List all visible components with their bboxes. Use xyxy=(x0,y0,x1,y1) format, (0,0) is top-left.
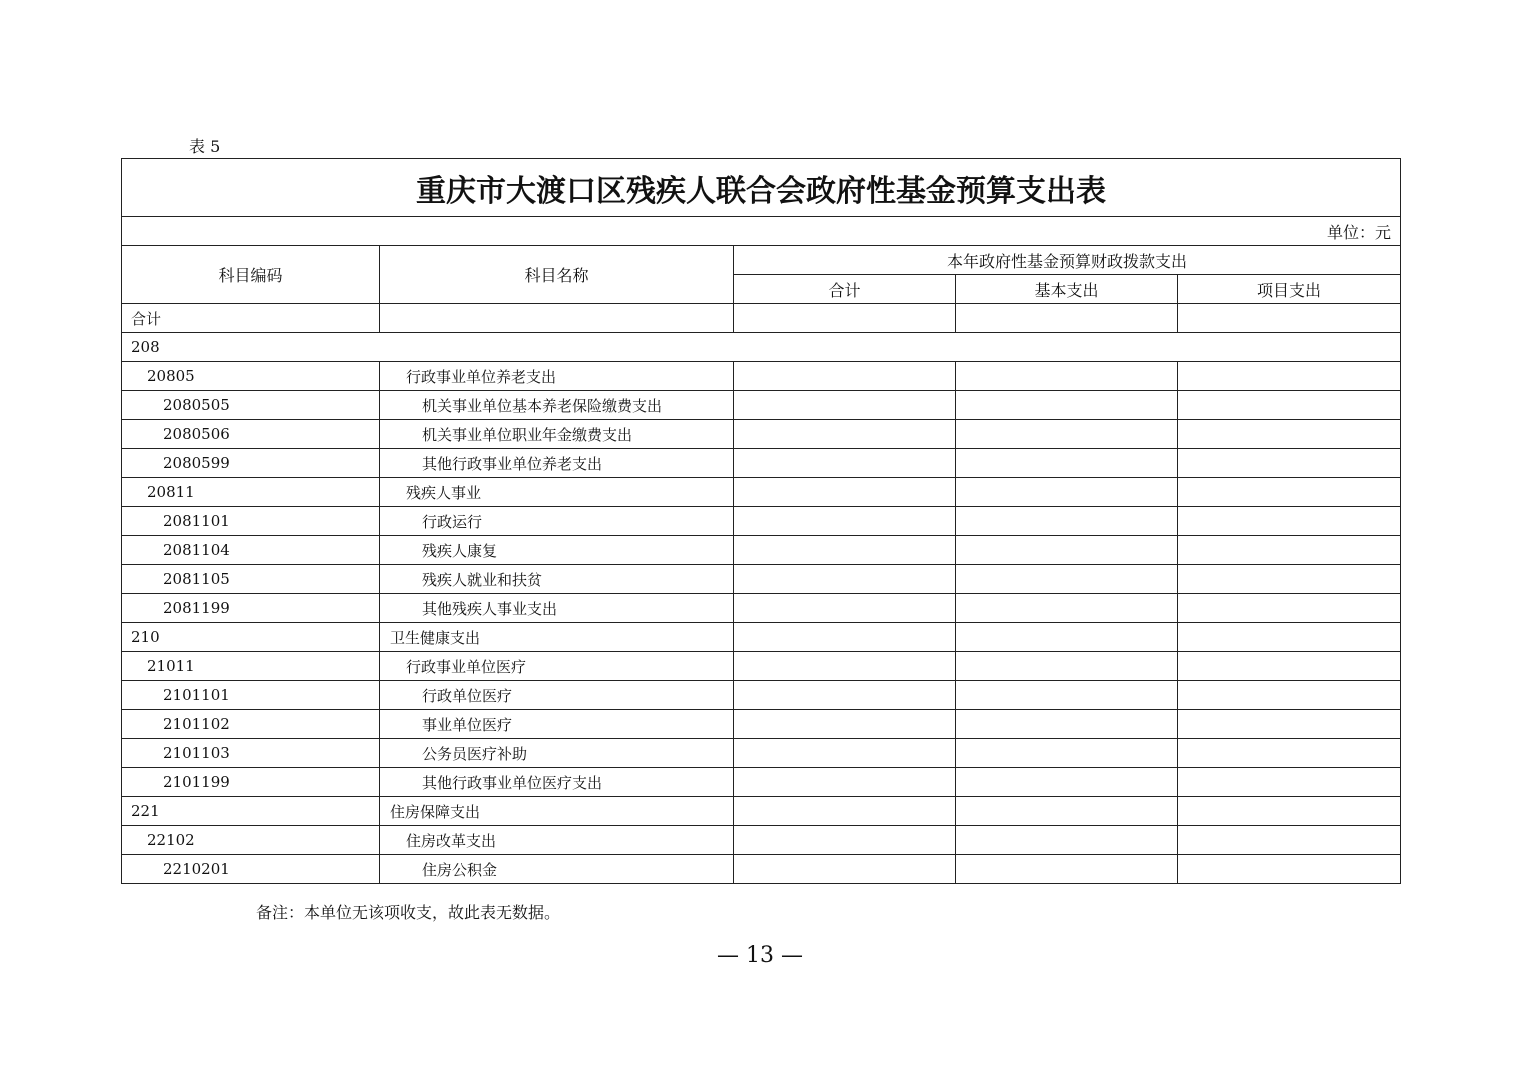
cell-empty xyxy=(1178,826,1401,855)
table-row xyxy=(122,565,1401,594)
row-code: 2080599 xyxy=(122,449,380,478)
cell-empty xyxy=(956,391,1178,420)
total-row-label: 合计 xyxy=(122,304,380,333)
total-row xyxy=(122,304,1401,333)
cell-empty xyxy=(1178,768,1401,797)
row-name: 残疾人康复 xyxy=(380,536,734,565)
row-code: 20805 xyxy=(122,362,380,391)
cell-empty xyxy=(956,507,1178,536)
table-row xyxy=(122,449,1401,478)
unit-label: 单位：元 xyxy=(122,217,1401,246)
table-row xyxy=(122,536,1401,565)
header-basic: 基本支出 xyxy=(956,275,1178,304)
row-code: 2210201 xyxy=(122,855,380,884)
row-name: 残疾人事业 xyxy=(380,478,734,507)
row-code: 2101199 xyxy=(122,768,380,797)
cell-empty xyxy=(956,420,1178,449)
row-name: 卫生健康支出 xyxy=(380,623,734,652)
table-title: 重庆市大渡口区残疾人联合会政府性基金预算支出表 xyxy=(122,159,1401,217)
row-name: 行政运行 xyxy=(380,507,734,536)
table-row xyxy=(122,681,1401,710)
cell-empty xyxy=(734,681,956,710)
cell-empty xyxy=(734,739,956,768)
row-name: 事业单位医疗 xyxy=(380,710,734,739)
cell-empty xyxy=(1178,594,1401,623)
table-row xyxy=(122,739,1401,768)
cell-empty xyxy=(734,826,956,855)
table-row xyxy=(122,507,1401,536)
row-name: 其他残疾人事业支出 xyxy=(380,594,734,623)
cell-empty xyxy=(1178,797,1401,826)
table-row xyxy=(122,768,1401,797)
cell-empty xyxy=(956,449,1178,478)
header-total: 合计 xyxy=(734,275,956,304)
row-name: 公务员医疗补助 xyxy=(380,739,734,768)
unit-row xyxy=(122,217,1401,246)
cell-empty xyxy=(1178,391,1401,420)
table-row xyxy=(122,623,1401,652)
table-label: 表 5 xyxy=(189,137,221,156)
cell-empty xyxy=(956,565,1178,594)
cell-empty xyxy=(956,826,1178,855)
row-code: 2101101 xyxy=(122,681,380,710)
cell-empty xyxy=(1178,536,1401,565)
cell-empty xyxy=(734,710,956,739)
row-code: 2081101 xyxy=(122,507,380,536)
cell-empty xyxy=(956,855,1178,884)
cell-empty xyxy=(956,536,1178,565)
cell-empty xyxy=(1178,449,1401,478)
table-row xyxy=(122,710,1401,739)
row-code: 208 xyxy=(122,333,1401,362)
cell-empty xyxy=(1178,710,1401,739)
header-name: 科目名称 xyxy=(380,246,734,304)
cell-empty xyxy=(956,797,1178,826)
cell-empty xyxy=(1178,652,1401,681)
cell-empty xyxy=(734,565,956,594)
header-group: 本年政府性基金预算财政拨款支出 xyxy=(734,246,1401,275)
header-code: 科目编码 xyxy=(122,246,380,304)
row-code: 2101103 xyxy=(122,739,380,768)
cell-empty xyxy=(734,362,956,391)
cell-empty xyxy=(1178,565,1401,594)
cell-empty xyxy=(380,304,734,333)
row-code: 20811 xyxy=(122,478,380,507)
table-row xyxy=(122,420,1401,449)
cell-empty xyxy=(1178,855,1401,884)
row-code: 2080505 xyxy=(122,391,380,420)
table-row xyxy=(122,652,1401,681)
cell-empty xyxy=(956,594,1178,623)
footnote: 备注：本单位无该项收支，故此表无数据。 xyxy=(256,903,561,922)
row-name: 其他行政事业单位医疗支出 xyxy=(380,768,734,797)
table-row xyxy=(122,797,1401,826)
title-row xyxy=(122,159,1401,217)
header-project: 项目支出 xyxy=(1178,275,1401,304)
cell-empty xyxy=(1178,623,1401,652)
table-row xyxy=(122,362,1401,391)
table-row xyxy=(122,855,1401,884)
cell-empty xyxy=(734,623,956,652)
table-row xyxy=(122,478,1401,507)
row-name: 行政事业单位养老支出 xyxy=(380,362,734,391)
cell-empty xyxy=(956,362,1178,391)
row-name: 机关事业单位职业年金缴费支出 xyxy=(380,420,734,449)
header-row-1 xyxy=(122,246,1401,275)
row-code: 2081105 xyxy=(122,565,380,594)
cell-empty xyxy=(734,449,956,478)
cell-empty xyxy=(1178,304,1401,333)
cell-empty xyxy=(734,420,956,449)
cell-empty xyxy=(956,652,1178,681)
cell-empty xyxy=(734,768,956,797)
row-name: 行政事业单位医疗 xyxy=(380,652,734,681)
row-code: 21011 xyxy=(122,652,380,681)
row-name: 行政单位医疗 xyxy=(380,681,734,710)
row-name: 住房保障支出 xyxy=(380,797,734,826)
page-number: — 13 — xyxy=(717,943,803,968)
row-name: 其他行政事业单位养老支出 xyxy=(380,449,734,478)
table-row xyxy=(122,826,1401,855)
cell-empty xyxy=(734,391,956,420)
cell-empty xyxy=(1178,362,1401,391)
cell-empty xyxy=(956,681,1178,710)
row-code: 2081104 xyxy=(122,536,380,565)
cell-empty xyxy=(734,652,956,681)
cell-empty xyxy=(734,594,956,623)
cell-empty xyxy=(734,507,956,536)
cell-empty xyxy=(1178,507,1401,536)
row-code: 210 xyxy=(122,623,380,652)
cell-empty xyxy=(956,623,1178,652)
cell-empty xyxy=(1178,681,1401,710)
cell-empty xyxy=(734,536,956,565)
table-row xyxy=(122,391,1401,420)
row-name: 残疾人就业和扶贫 xyxy=(380,565,734,594)
row-code: 2081199 xyxy=(122,594,380,623)
cell-empty xyxy=(734,855,956,884)
table-row xyxy=(122,594,1401,623)
budget-table xyxy=(121,158,1401,884)
cell-empty xyxy=(956,768,1178,797)
row-name: 住房改革支出 xyxy=(380,826,734,855)
row-code: 221 xyxy=(122,797,380,826)
cell-empty xyxy=(1178,739,1401,768)
row-name: 住房公积金 xyxy=(380,855,734,884)
row-code: 2101102 xyxy=(122,710,380,739)
cell-empty xyxy=(1178,478,1401,507)
table-row xyxy=(122,333,1401,362)
cell-empty xyxy=(734,797,956,826)
row-name: 机关事业单位基本养老保险缴费支出 xyxy=(380,391,734,420)
row-code: 2080506 xyxy=(122,420,380,449)
cell-empty xyxy=(956,304,1178,333)
row-code: 22102 xyxy=(122,826,380,855)
cell-empty xyxy=(956,478,1178,507)
cell-empty xyxy=(734,478,956,507)
cell-empty xyxy=(956,710,1178,739)
cell-empty xyxy=(734,304,956,333)
cell-empty xyxy=(1178,420,1401,449)
cell-empty xyxy=(956,739,1178,768)
